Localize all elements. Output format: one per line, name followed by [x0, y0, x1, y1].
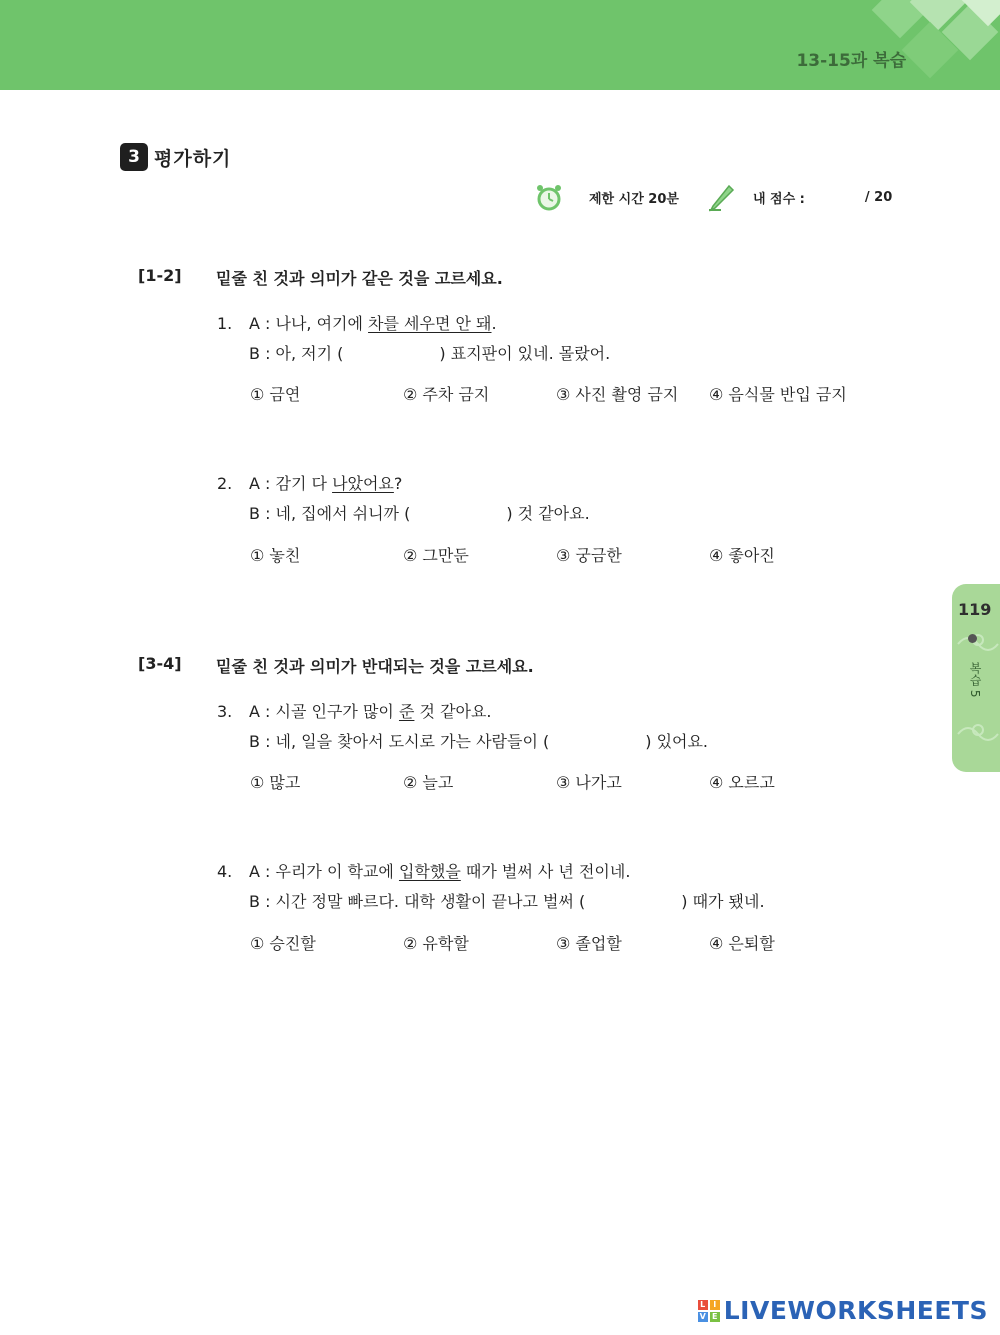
question-number: 1.: [217, 314, 233, 333]
choice-option[interactable]: ② 늘고: [403, 773, 454, 792]
question-group-header: [138, 654, 534, 677]
page-number: 119: [958, 600, 992, 619]
speaker-b-line: B : 네, 일을 찾아서 도시로 가는 사람들이 ( ) 있어요.: [249, 732, 709, 751]
question-1: [217, 309, 610, 369]
choice-list-3: [250, 770, 862, 793]
question-2: [217, 469, 590, 529]
section-number-badge: 3: [120, 143, 148, 171]
choice-option[interactable]: ③ 궁금한: [556, 546, 622, 565]
choice-option[interactable]: ① 승진할: [250, 934, 316, 953]
choice-list-2: [250, 543, 862, 566]
choice-option[interactable]: ② 유학할: [403, 934, 469, 953]
brand-name: LIVEWORKSHEETS: [723, 1296, 988, 1325]
underlined-expression: 나았어요: [332, 474, 394, 493]
question-range: [3-4]: [138, 654, 182, 673]
choice-list-1: [250, 382, 862, 405]
question-range: [1-2]: [138, 266, 182, 285]
time-limit-text: 제한 시간 20분: [589, 191, 679, 207]
choice-list-4: [250, 931, 862, 954]
liveworksheets-logo-icon: L I V E: [698, 1300, 720, 1322]
question-group-header: [138, 266, 503, 289]
question-instruction: 밑줄 친 것과 의미가 반대되는 것을 고르세요.: [216, 657, 534, 676]
question-number: 2.: [217, 474, 233, 493]
choice-option[interactable]: ④ 음식물 반입 금지: [709, 385, 847, 404]
speaker-b-line: B : 아, 저기 ( ) 표지판이 있네. 몰랐어.: [249, 344, 611, 363]
header-diamond-decoration: [840, 0, 1000, 90]
my-score-label: 내 점수 :: [752, 191, 805, 207]
choice-option[interactable]: ③ 졸업할: [556, 934, 622, 953]
choice-option[interactable]: ④ 은퇴할: [709, 934, 775, 953]
underlined-expression: 차를 세우면 안 돼: [368, 314, 492, 333]
question-number: 3.: [217, 702, 233, 721]
alarm-clock-icon: [535, 183, 563, 211]
side-tab-label: 복습 5: [968, 662, 982, 698]
pencil-icon: [707, 182, 737, 212]
choice-option[interactable]: ③ 나가고: [556, 773, 622, 792]
choice-option[interactable]: ② 그만둔: [403, 546, 469, 565]
question-number: 4.: [217, 862, 233, 881]
liveworksheets-logo[interactable]: [698, 1296, 988, 1325]
question-3: [217, 697, 708, 757]
speaker-a-line: A : 감기 다 나았어요?: [249, 474, 403, 493]
score-bar: [535, 182, 892, 212]
choice-option[interactable]: ① 놓친: [250, 546, 301, 565]
question-instruction: 밑줄 친 것과 의미가 같은 것을 고르세요.: [216, 269, 503, 288]
choice-option[interactable]: ① 금연: [250, 385, 301, 404]
speaker-a-line: A : 우리가 이 학교에 입학했을 때가 벌써 사 년 전이네.: [249, 862, 631, 881]
tab-dot: [968, 634, 977, 643]
section-heading: 평가하기: [154, 147, 232, 170]
chapter-label: 13-15과 복습: [796, 51, 906, 71]
speaker-b-line: B : 시간 정말 빠르다. 대학 생활이 끝나고 벌써 ( ) 때가 됐네.: [249, 892, 765, 911]
underlined-expression: 입학했을: [398, 862, 461, 881]
speaker-a-line: A : 시골 인구가 많이 준 것 같아요.: [249, 702, 492, 721]
speaker-b-line: B : 네, 집에서 쉬니까 ( ) 것 같아요.: [249, 504, 590, 523]
choice-option[interactable]: ① 많고: [250, 773, 301, 792]
underlined-expression: 준: [398, 702, 415, 721]
choice-option[interactable]: ② 주차 금지: [403, 385, 490, 404]
score-total: / 20: [864, 189, 893, 205]
speaker-a-line: A : 나나, 여기에 차를 세우면 안 돼.: [249, 314, 497, 333]
section-title: [120, 143, 231, 171]
choice-option[interactable]: ④ 오르고: [709, 773, 775, 792]
choice-option[interactable]: ③ 사진 촬영 금지: [556, 385, 679, 404]
header-bar: [0, 0, 1000, 90]
question-4: [217, 857, 765, 917]
choice-option[interactable]: ④ 좋아진: [709, 546, 775, 565]
